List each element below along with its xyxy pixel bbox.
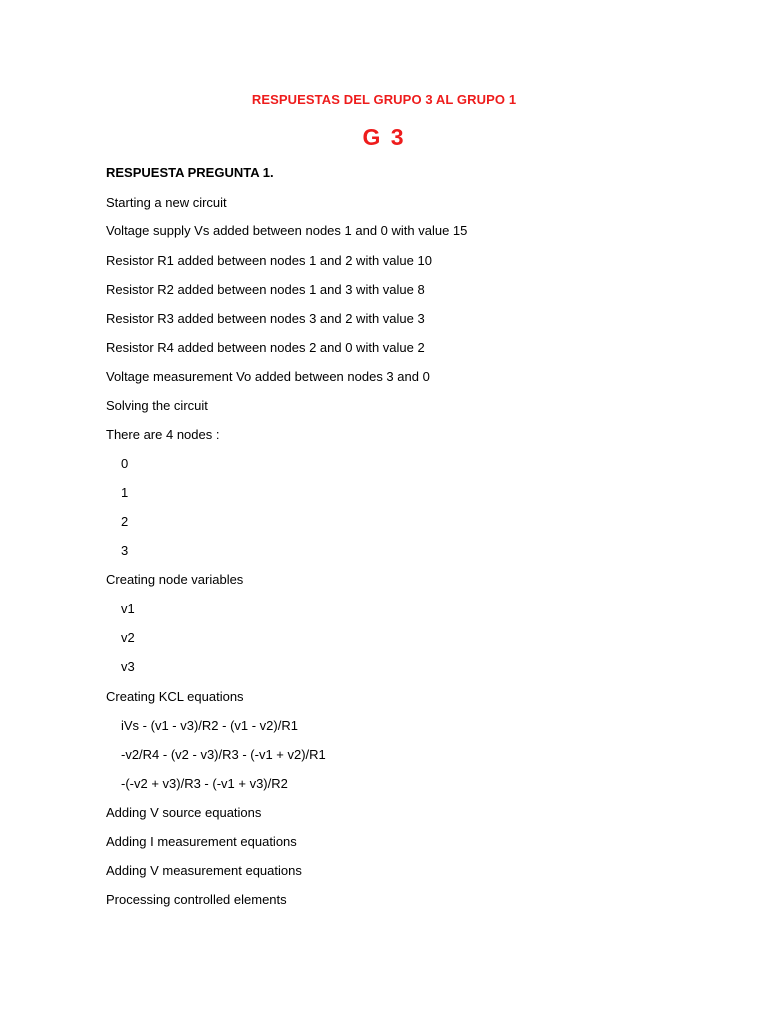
text-line: Resistor R2 added between nodes 1 and 3 with value 8 <box>106 282 425 297</box>
variable-item: v2 <box>121 630 135 645</box>
node-item: 3 <box>121 543 129 558</box>
text-line: Creating node variables <box>106 572 244 587</box>
text-line: Starting a new circuit <box>106 195 227 210</box>
text-line: Resistor R4 added between nodes 2 and 0 with value 2 <box>106 340 425 355</box>
group-heading: G 3 <box>362 124 406 150</box>
equation-item: -v2/R4 - (v2 - v3)/R3 - (-v1 + v2)/R1 <box>121 747 326 762</box>
text-line: Solving the circuit <box>106 398 208 413</box>
text-line: Creating KCL equations <box>106 689 244 704</box>
question-heading: RESPUESTA PREGUNTA 1. <box>106 165 274 180</box>
text-line: Adding I measurement equations <box>106 834 297 849</box>
text-line: Voltage supply Vs added between nodes 1 and 0 with value 15 <box>106 223 468 238</box>
document-title: RESPUESTAS DEL GRUPO 3 AL GRUPO 1 <box>251 92 517 107</box>
variable-item: v3 <box>121 659 135 674</box>
text-line: Processing controlled elements <box>106 892 287 907</box>
text-line: There are 4 nodes : <box>106 427 220 442</box>
equation-item: -(-v2 + v3)/R3 - (-v1 + v3)/R2 <box>121 776 288 791</box>
text-line: Resistor R3 added between nodes 3 and 2 with value 3 <box>106 311 425 326</box>
text-line: Resistor R1 added between nodes 1 and 2 with value 10 <box>106 253 432 268</box>
variable-item: v1 <box>121 601 135 616</box>
equation-item: iVs - (v1 - v3)/R2 - (v1 - v2)/R1 <box>121 718 298 733</box>
text-line: Adding V source equations <box>106 805 262 820</box>
text-line: Adding V measurement equations <box>106 863 302 878</box>
node-item: 1 <box>121 485 129 500</box>
text-line: Voltage measurement Vo added between nodes 3 and 0 <box>106 369 430 384</box>
node-item: 0 <box>121 456 129 471</box>
node-item: 2 <box>121 514 129 529</box>
